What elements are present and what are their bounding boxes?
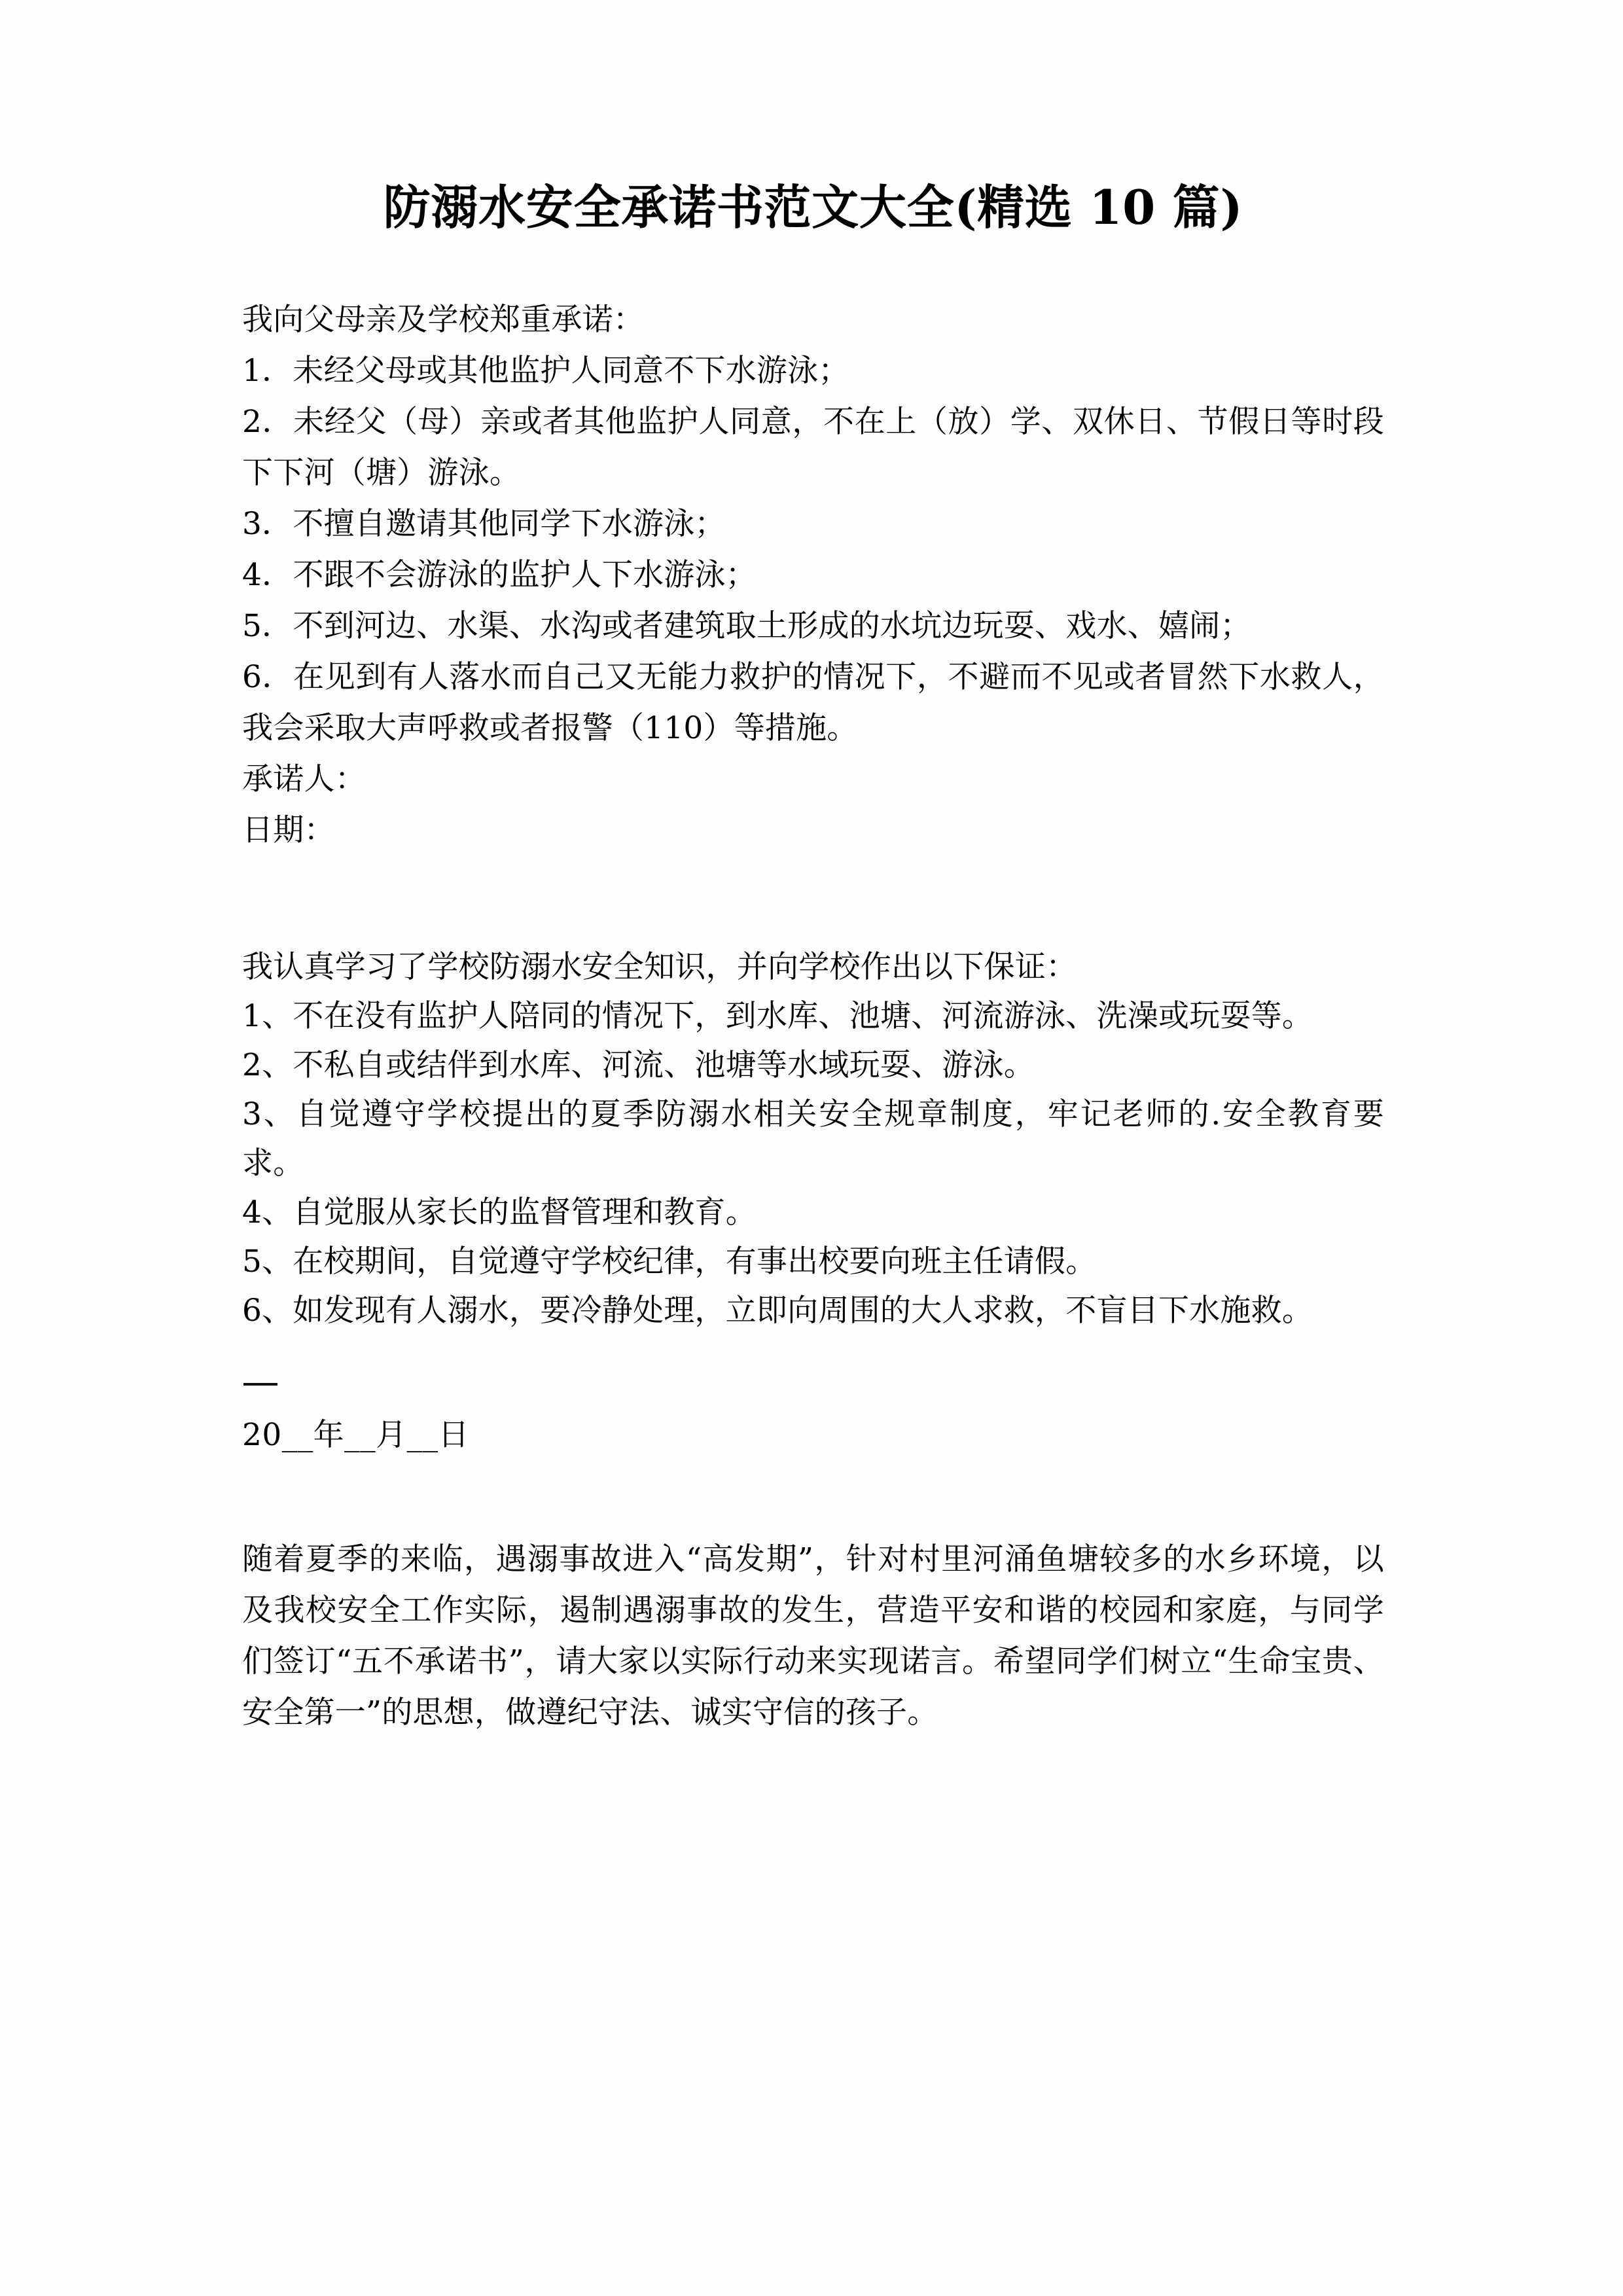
pledge-section-two [242,942,1384,1461]
section-one-item-3: 3．不擅自邀请其他同学下水游泳； [242,506,726,542]
section-one-item-1: 1．未经父母或其他监护人同意不下水游泳； [242,353,849,389]
spacer [242,1335,1384,1359]
section-two-item-5: 5、在校期间，自觉遵守学校纪律，有事出校要向班主任请假。 [242,1244,1097,1280]
section-one-item-6: 6．在见到有人落水而自己又无能力救护的情况下，不避而不见或者冒然下水救人，我会采取大声呼救或者报警（110）等措施。 [242,659,1384,746]
pledge-section-three [242,1534,1384,1738]
section-two-item-2: 2、不私自或结伴到水库、河流、池塘等水域玩耍、游泳。 [242,1047,1035,1083]
document-content [242,0,1384,1738]
pledge-section-one [242,295,1384,856]
page-title: 防溺水安全承诺书范文大全(精选 10 篇) [383,179,1243,235]
signer-label: 承诺人： [242,761,366,797]
section-two-intro: 我认真学习了学校防溺水安全知识，并向学校作出以下保证： [242,949,1077,985]
section-two-item-6: 6、如发现有人溺水，要冷静处理，立即向周围的大人求救，不盲目下水施救。 [242,1293,1313,1329]
section-one-item-2: 2．未经父（母）亲或者其他监护人同意，不在上（放）学、双休日、节假日等时段下下河（塘）游泳。 [242,404,1384,491]
date-label: 日期： [242,812,335,848]
section-one-item-5: 5．不到河边、水渠、水沟或者建筑取土形成的水坑边玩耍、戏水、嬉闹； [242,608,1251,644]
date-blank-line: 20__年__月__日 [242,1417,469,1453]
closing-paragraph: 随着夏季的来临，遇溺事故进入“高发期”，针对村里河涌鱼塘较多的水乡环境，以及我校安全工作实际，遏制遇溺事故的发生，营造平安和谐的校园和家庭，与同学们签订“五不承诺书”，请大家以实际行动来实现诺言。希望同学们树立“生命宝贵、安全第一”的思想，做遵纪守法、诚实守信的孩子。 [242,1541,1384,1731]
signature-blank-line [242,1359,1384,1410]
section-two-item-1: 1、不在没有监护人陪同的情况下，到水库、池塘、河流游泳、洗澡或玩耍等。 [242,998,1313,1034]
section-two-item-3: 3、自觉遵守学校提出的夏季防溺水相关安全规章制度，牢记老师的.安全教育要求。 [242,1096,1384,1181]
underscore-rule [243,1383,277,1386]
section-one-item-4: 4．不跟不会游泳的监护人下水游泳； [242,557,757,593]
section-two-item-4: 4、自觉服从家长的监督管理和教育。 [242,1194,757,1230]
section-one-intro: 我向父母亲及学校郑重承诺： [242,302,645,338]
